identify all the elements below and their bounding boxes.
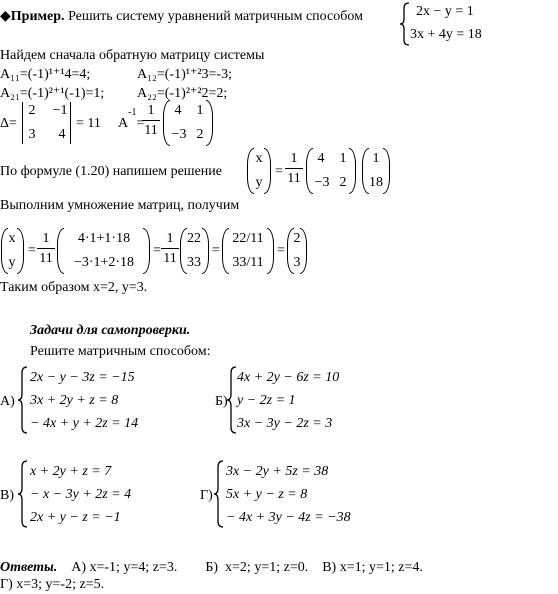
mult-s2: 3 (293, 255, 301, 270)
cofactor-a11: A₁₁=(-1)¹⁺¹4=4; (0, 67, 91, 82)
formula-m-right (349, 148, 356, 194)
mult-eq-4: = (277, 243, 285, 258)
mult-q1: 22/11 (232, 231, 264, 246)
answers-line-2: Г) x=3; y=-2; z=5. (0, 577, 105, 592)
ainv-m-r1c1: 4 (174, 103, 182, 118)
det-r1c2: −1 (52, 103, 68, 118)
formula-xy-right (264, 148, 271, 194)
formula-xy-left (247, 148, 254, 194)
det-value: = 11 (76, 116, 101, 131)
system-b-label: Б) (215, 394, 228, 409)
mult-x: x (8, 231, 16, 246)
system-eq-2: 3x + 4y = 18 (410, 27, 482, 42)
formula-m-r2c2: 2 (339, 175, 347, 190)
ainv-m-r2c1: −3 (171, 127, 187, 142)
formula-x: x (255, 151, 263, 166)
det-r2c1: 3 (28, 127, 36, 142)
system-a-label: А) (0, 394, 15, 409)
mult-eq-2: = (153, 243, 161, 258)
formula-fraction: $\frac{1}{11}$ (285, 152, 303, 186)
system-g-brace (214, 460, 224, 528)
system-a-eq-3: − 4x + y + 2z = 14 (30, 416, 139, 431)
cofactor-a21: A₂₁=(-1)²⁺¹(-1)=1; (0, 86, 105, 101)
example-header (0, 10, 363, 24)
cofactor-a22: A₂₂=(-1)²⁺²2=2; (137, 86, 228, 101)
bullet-icon: ◆ (0, 9, 11, 24)
formula-y: y (255, 175, 263, 190)
system-v-label: В) (0, 488, 14, 503)
system-g-eq-3: − 4x + 3y − 4z = −38 (226, 510, 351, 525)
system-g-eq-1: 3x − 2y + 5z = 38 (226, 464, 329, 479)
answers-text-1: А) x=-1; y=4; z=3. Б) x=2; y=1; z=0. В) x=1; y=1; z=4. (71, 560, 423, 575)
mult-q-right (267, 228, 274, 274)
mult-v-right (202, 228, 209, 274)
system-b-eq-1: 4x + 2y − 6z = 10 (237, 370, 340, 385)
mult-eq-1: = (28, 243, 36, 258)
example-title: Пример. (10, 9, 65, 24)
ainv-m-r1c2: 1 (196, 103, 204, 118)
system-b-eq-3: 3x − 3y − 2z = 3 (237, 416, 333, 431)
formula-b2: 18 (369, 175, 383, 190)
example-task: Решить систему уравнений матричным способом (68, 9, 363, 24)
mult-v2: 33 (187, 255, 201, 270)
system-v-eq-2: − x − 3y + 2z = 4 (30, 487, 132, 502)
formula-m-r1c2: 1 (339, 151, 347, 166)
system-a-brace (18, 366, 28, 434)
system-eq-1: 2x − y = 1 (416, 4, 474, 19)
system-v-eq-1: x + 2y + z = 7 (30, 464, 112, 479)
formula-text: По формуле (1.20) напишем решение (0, 164, 223, 179)
formula-b-right (383, 148, 390, 194)
system-g-label: Г) (200, 488, 213, 503)
cofactor-a12: A₁₂=(-1)¹⁺²3=-3; (137, 67, 232, 82)
formula-m-r1c1: 4 (317, 151, 325, 166)
det-bar-right (70, 102, 71, 144)
system-v-brace (18, 460, 28, 528)
self-check-instruction: Решите матричным способом: (30, 344, 211, 359)
mult-eq-3: = (212, 243, 220, 258)
formula-m-r2c1: −3 (314, 175, 330, 190)
answers-title: Ответы. (0, 560, 58, 575)
system-a-eq-2: 3x + 2y + z = 8 (30, 393, 119, 408)
mult-s-right (300, 228, 307, 274)
system-brace (400, 2, 410, 46)
mult-m-right (143, 228, 150, 274)
system-b-eq-2: y − 2z = 1 (237, 393, 296, 408)
mult-s1: 2 (293, 231, 301, 246)
mult-v1: 22 (187, 231, 201, 246)
delta-label: Δ= (0, 116, 17, 131)
det-r1c1: 2 (28, 103, 36, 118)
mult-r2: −3·1+2·18 (73, 255, 135, 270)
inverse-intro: Найдем сначала обратную матрицу системы (0, 48, 265, 63)
det-bar-left (22, 102, 23, 144)
formula-eq: = (275, 164, 283, 179)
mult-r1: 4·1+1·18 (77, 231, 131, 246)
formula-b1: 1 (372, 151, 380, 166)
result-text: Таким образом x=2, y=3. (0, 280, 148, 295)
mult-fraction-2: $\frac{1}{11}$ (161, 232, 179, 266)
mult-xy-right (17, 228, 24, 274)
ainv-label: $A^{-1}=$ (118, 107, 145, 131)
multiply-text: Выполним умножение матриц, получим (0, 198, 240, 213)
system-g-eq-2: 5x + y − z = 8 (226, 487, 308, 502)
mult-q2: 33/11 (232, 255, 264, 270)
self-check-title: Задачи для самопроверки. (30, 323, 191, 338)
mult-fraction-1: $\frac{1}{11}$ (37, 232, 55, 266)
system-a-eq-1: 2x − y − 3z = −15 (30, 370, 135, 385)
det-r2c2: 4 (58, 127, 66, 142)
system-b-brace (227, 366, 237, 434)
answers-line-1 (0, 561, 423, 575)
ainv-fraction: $\frac{1}{11}$ (142, 104, 160, 138)
mult-y: y (8, 255, 16, 270)
system-v-eq-3: 2x + y − z = −1 (30, 510, 121, 525)
ainv-m-r2c2: 2 (196, 127, 204, 142)
ainv-paren-right (206, 100, 213, 146)
